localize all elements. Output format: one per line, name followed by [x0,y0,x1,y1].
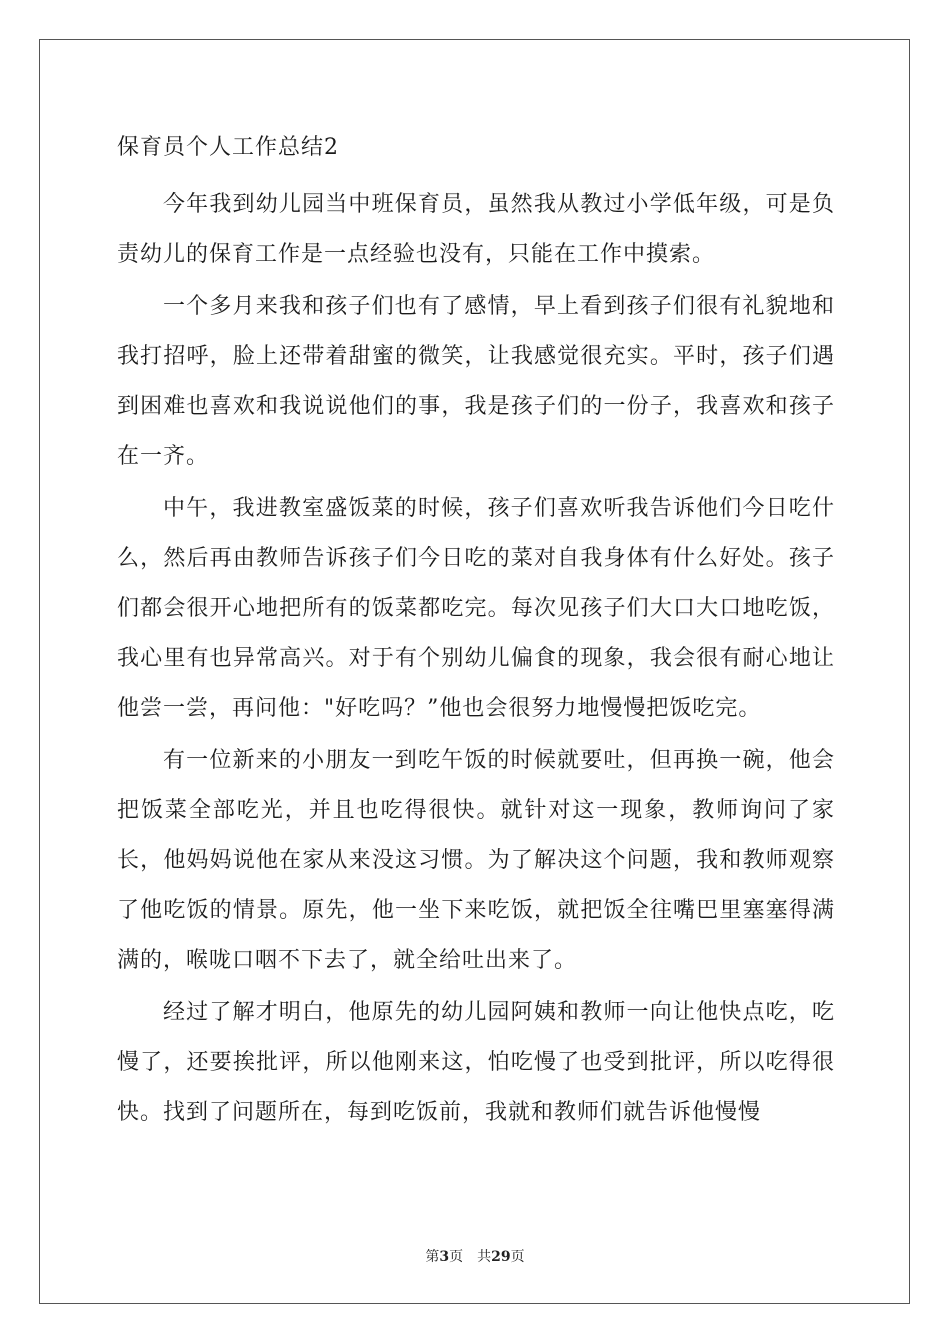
total-prefix: 共 [477,1249,492,1265]
paragraph-2: 一个多月来我和孩子们也有了感情，早上看到孩子们很有礼貌地和我打招呼，脸上还带着甜蜜的微笑，让我感觉很充实。平时，孩子们遇到困难也喜欢和我说说他们的事，我是孩子们的一份子，我喜欢和孩子在一齐。 [117,294,835,469]
document-body [117,126,835,1138]
page-unit: 页 [449,1249,464,1265]
paragraph-1: 今年我到幼儿园当中班保育员，虽然我从教过小学低年级，可是负责幼儿的保育工作是一点经验也没有，只能在工作中摸索。 [117,192,835,267]
paragraph-3: 中午，我进教室盛饭菜的时候，孩子们喜欢听我告诉他们今日吃什么，然后再由教师告诉孩子们今日吃的菜对自我身体有什么好处。孩子们都会很开心地把所有的饭菜都吃完。每次见孩子们大口大口地吃饭，我心里有也异常高兴。对于有个别幼儿偏食的现象，我会很有耐心地让他尝一尝，再问他："好吃吗？”他也会很努力地慢慢把饭吃完。 [117,496,835,721]
page-number: 3 [439,1249,450,1265]
page-footer [0,1247,950,1267]
paragraph-5: 经过了解才明白，他原先的幼儿园阿姨和教师一向让他快点吃，吃慢了，还要挨批评，所以他刚来这，怕吃慢了也受到批评，所以吃得很快。找到了问题所在，每到吃饭前，我就和教师们就告诉他慢慢 [117,1000,835,1125]
document-title: 保育员个人工作总结2 [117,135,339,160]
paragraph-4: 有一位新来的小朋友一到吃午饭的时候就要吐，但再换一碗，他会把饭菜全部吃光，并且也吃得很快。就针对这一现象，教师询问了家长，他妈妈说他在家从来没这习惯。为了解决这个问题，我和教师观察了他吃饭的情景。原先，他一坐下来吃饭，就把饭全往嘴巴里塞塞得满满的，喉咙口咽不下去了，就全给吐出来了。 [117,748,835,973]
page-total: 29 [491,1249,511,1265]
page-prefix: 第 [425,1249,440,1265]
total-unit: 页 [510,1249,525,1265]
